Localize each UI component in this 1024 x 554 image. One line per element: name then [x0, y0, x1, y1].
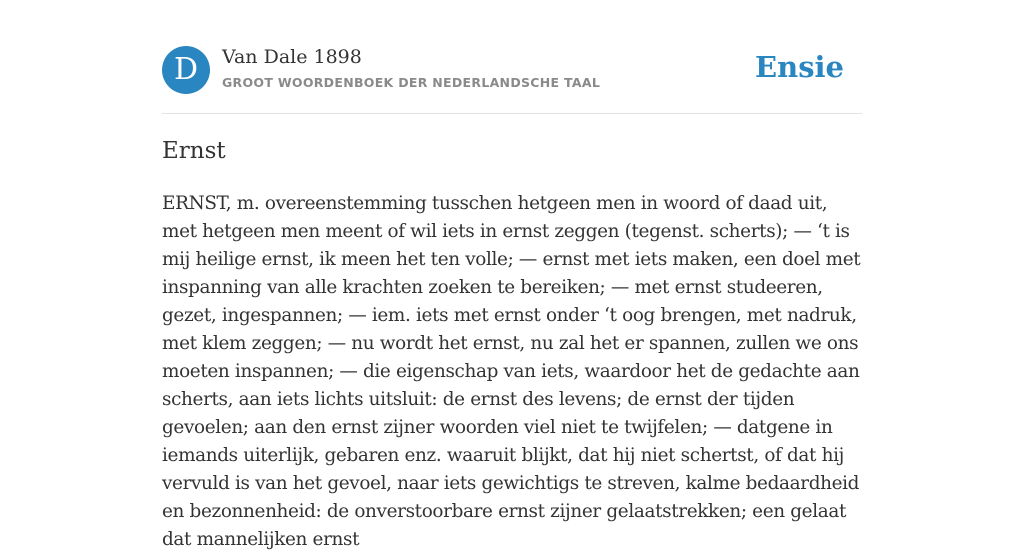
ensie-logo[interactable]: Ensie — [755, 50, 844, 84]
source-subtitle: GROOT WOORDENBOEK DER NEDERLANDSCHE TAAL — [222, 75, 601, 90]
entry-title: Ernst — [162, 138, 226, 164]
source-header — [162, 46, 862, 96]
source-avatar[interactable]: D — [162, 46, 210, 94]
header-divider — [162, 113, 862, 114]
source-title[interactable]: Van Dale 1898 — [222, 46, 362, 68]
entry-definition: ERNST, m. overeenstemming tusschen hetgeen men in woord of daad uit, met hetgeen men meent of wil iets in ernst zeggen (tegenst. scherts); — ‘t is mij heilige ernst, ik meen het ten volle; — ernst met iets maken, een doel met inspanning van alle krachten zoeken te bereiken; — met ernst studeeren, gezet, ingespannen; — iem. iets met ernst onder ‘t oog brengen, met nadruk, met klem zeggen; — nu wordt het ernst, nu zal het er spannen, zullen we ons moeten inspannen; — die eigenschap van iets, waardoor het de gedachte aan scherts, aan iets lichts uitsluit: de ernst des levens; de ernst der tijden gevoelen; aan den ernst zijner woorden viel niet te twijfelen; — datgene in iemands uiterlijk, gebaren enz. waaruit blijkt, dat hij niet schertst, of dat hij vervuld is van het gevoel, naar iets gewichtigs te streven, kalme bedaardheid en bezonnenheid: de onverstoorbare ernst zijner gelaatstrekken; een gelaat dat mannelijken ernst — [162, 193, 861, 550]
